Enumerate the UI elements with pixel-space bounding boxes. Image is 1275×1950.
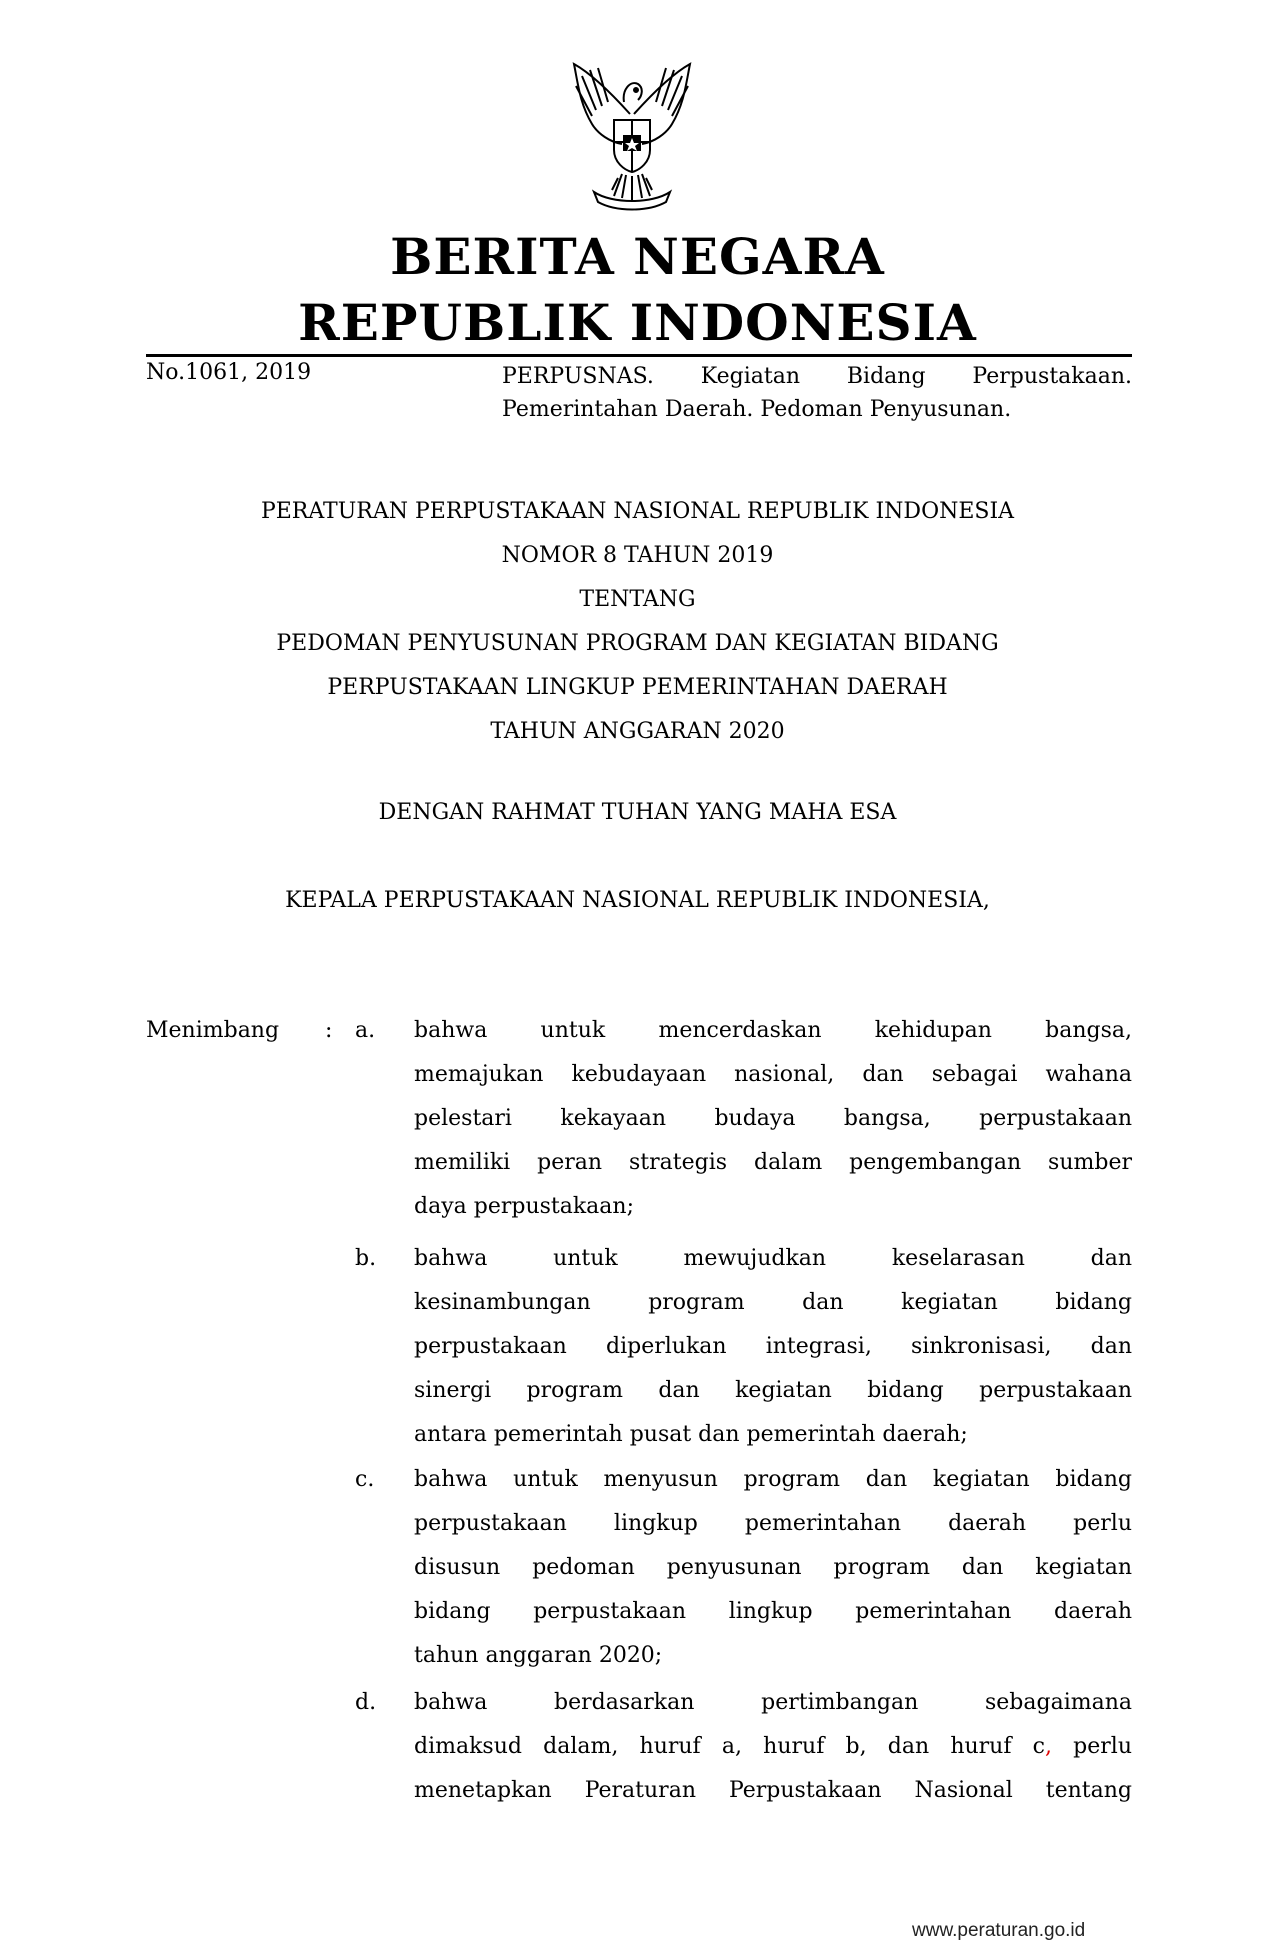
considering-item-c — [414, 1458, 1132, 1678]
item-line: sinergi program dan kegiatan bidang perpustakaan — [414, 1378, 1132, 1403]
considering-item-b — [414, 1237, 1132, 1457]
title-line: TAHUN ANGGARAN 2020 — [490, 719, 785, 744]
considering-label: Menimbang — [146, 1018, 280, 1043]
item-line: perpustakaan lingkup pemerintahan daerah perlu — [414, 1511, 1132, 1536]
highlighted-comma: , — [1044, 1734, 1052, 1759]
gazette-number: No.1061, 2019 — [146, 360, 312, 385]
title-line: PERATURAN PERPUSTAKAAN NASIONAL REPUBLIK INDONESIA — [260, 499, 1015, 524]
item-line: bidang perpustakaan lingkup pemerintahan daerah — [414, 1599, 1132, 1624]
item-letter-c: c. — [355, 1467, 375, 1492]
item-line: bahwa untuk menyusun program dan kegiatan bidang — [414, 1467, 1132, 1492]
item-line-part: dimaksud dalam, huruf a, huruf b, dan huruf c — [414, 1734, 1045, 1759]
considering-item-d — [414, 1681, 1132, 1813]
item-line: memajukan kebudayaan nasional, dan sebagai wahana — [414, 1062, 1132, 1087]
item-line: kesinambungan program dan kegiatan bidang — [414, 1290, 1132, 1315]
item-line: pelestari kekayaan budaya bangsa, perpustakaan — [414, 1106, 1132, 1131]
item-letter-d: d. — [355, 1690, 377, 1715]
item-letter-a: a. — [355, 1018, 376, 1043]
item-line — [414, 1725, 1132, 1769]
garuda-emblem-icon — [552, 54, 712, 214]
title-line: PEDOMAN PENYUSUNAN PROGRAM DAN KEGIATAN BIDANG — [276, 631, 999, 656]
considering-colon: : — [325, 1018, 333, 1043]
item-line: daya perpustakaan; — [414, 1194, 634, 1219]
masthead-title-line2: REPUBLIK INDONESIA — [298, 293, 977, 352]
gazette-subject-line2: Pemerintahan Daerah. Pedoman Penyusunan. — [502, 397, 1012, 422]
title-line: TENTANG — [579, 587, 696, 612]
gazette-subject — [502, 360, 1132, 426]
footer-url: www.peraturan.go.id — [912, 1920, 1086, 1941]
item-line: antara pemerintah pusat dan pemerintah daerah; — [414, 1422, 968, 1447]
gazette-subject-line1: PERPUSNAS. Kegiatan Bidang Perpustakaan. — [502, 364, 1132, 389]
item-line: menetapkan Peraturan Perpustakaan Nasional tentang — [414, 1778, 1132, 1803]
item-line-part: perlu — [1051, 1734, 1132, 1759]
item-line: tahun anggaran 2020; — [414, 1643, 663, 1668]
considering-item-a — [414, 1009, 1132, 1229]
item-line: disusun pedoman penyusunan program dan kegiatan — [414, 1555, 1132, 1580]
invocation: DENGAN RAHMAT TUHAN YANG MAHA ESA — [378, 800, 897, 825]
title-line: NOMOR 8 TAHUN 2019 — [501, 543, 774, 568]
item-line: bahwa berdasarkan pertimbangan sebagaimana — [414, 1690, 1132, 1715]
title-line: PERPUSTAKAAN LINGKUP PEMERINTAHAN DAERAH — [327, 675, 948, 700]
item-line: perpustakaan diperlukan integrasi, sinkronisasi, dan — [414, 1334, 1132, 1359]
item-line: bahwa untuk mewujudkan keselarasan dan — [414, 1246, 1132, 1271]
item-line: memiliki peran strategis dalam pengembangan sumber — [414, 1150, 1132, 1175]
masthead-title-line1: BERITA NEGARA — [390, 227, 885, 286]
masthead-divider — [146, 354, 1132, 357]
issuing-official: KEPALA PERPUSTAKAAN NASIONAL REPUBLIK INDONESIA, — [285, 888, 990, 913]
regulation-title — [0, 490, 1275, 754]
item-line: bahwa untuk mencerdaskan kehidupan bangsa, — [414, 1018, 1132, 1043]
item-letter-b: b. — [355, 1246, 377, 1271]
